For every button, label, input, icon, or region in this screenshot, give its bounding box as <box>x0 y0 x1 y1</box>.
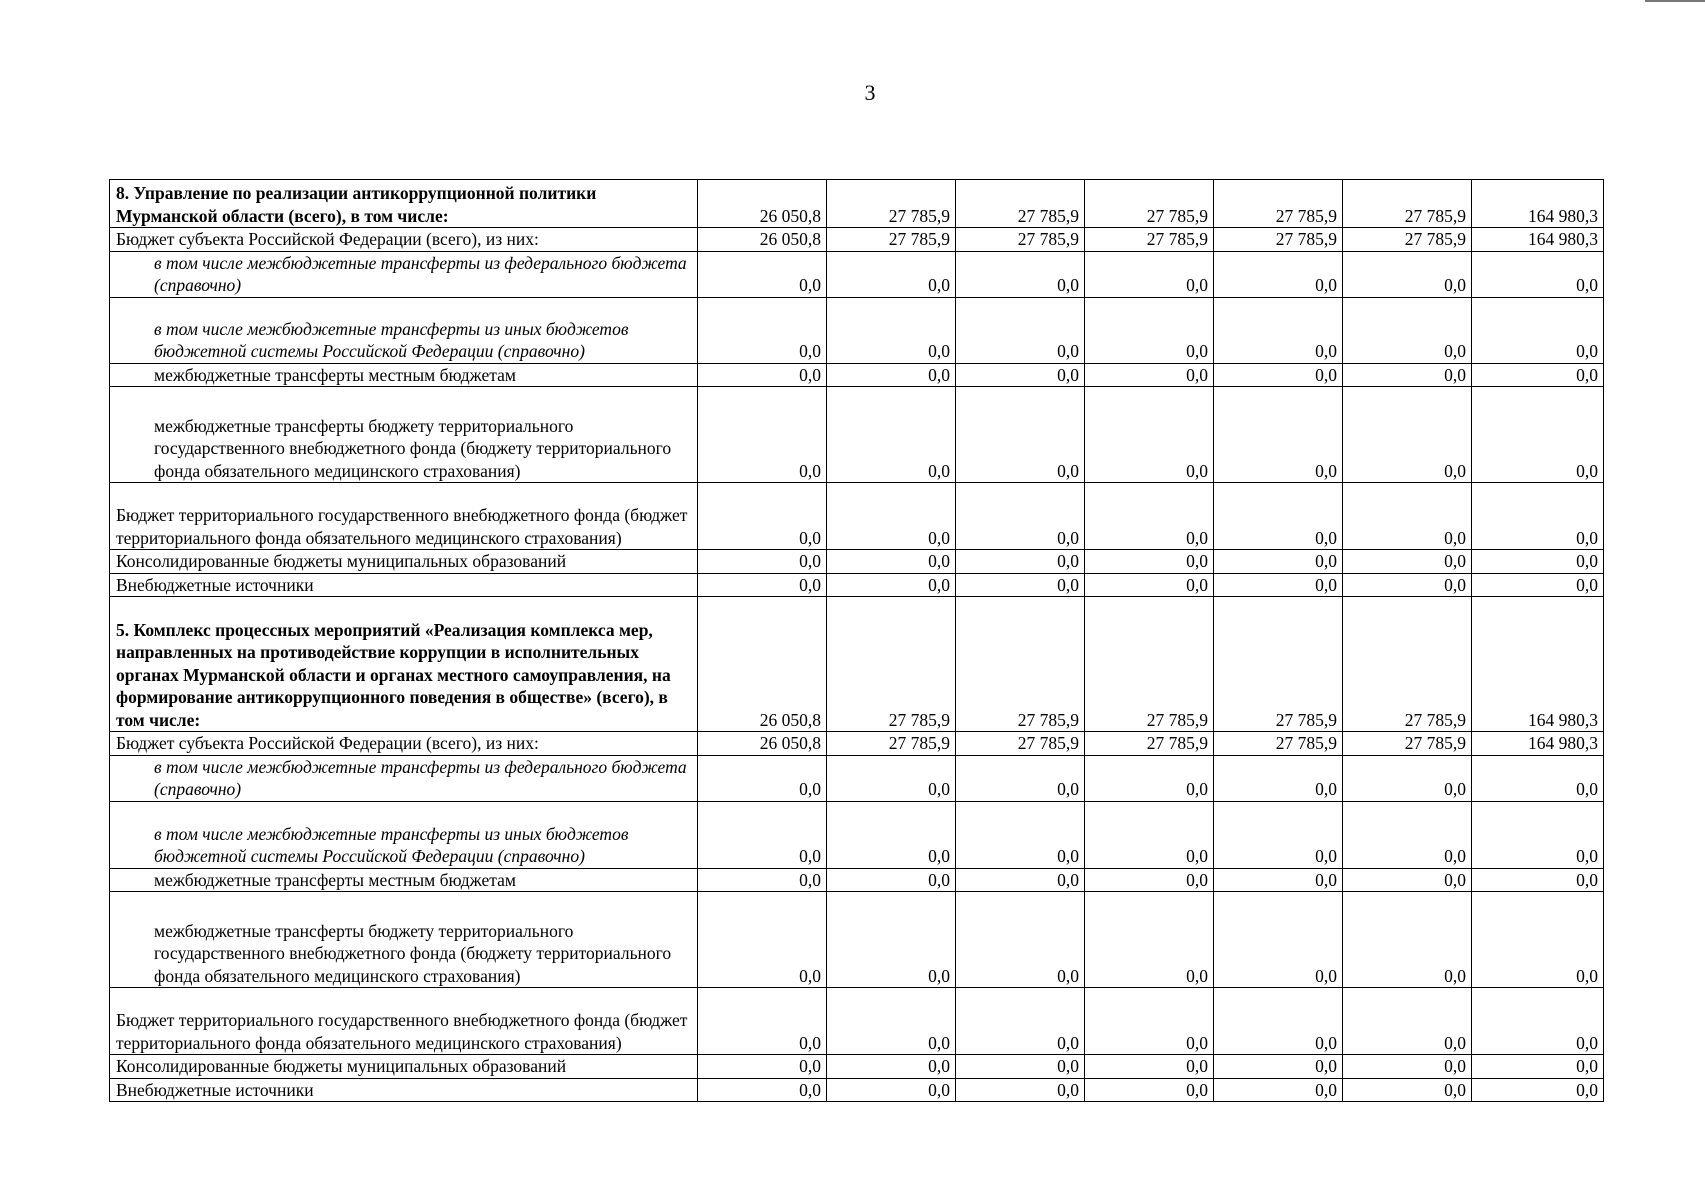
value-cell: 0,0 <box>1085 363 1214 387</box>
value-cell: 0,0 <box>1085 755 1214 801</box>
value-cell: 26 050,8 <box>698 180 827 228</box>
value-cell: 0,0 <box>698 483 827 550</box>
value-cell: 26 050,8 <box>698 732 827 756</box>
value-cell: 0,0 <box>1472 251 1604 297</box>
row-label: Бюджет субъекта Российской Федерации (всего), из них: <box>110 732 698 756</box>
value-cell: 0,0 <box>1472 363 1604 387</box>
value-cell: 0,0 <box>1472 573 1604 597</box>
value-cell: 0,0 <box>1085 251 1214 297</box>
value-cell: 27 785,9 <box>1085 597 1214 732</box>
value-cell: 27 785,9 <box>1085 732 1214 756</box>
value-cell: 27 785,9 <box>1085 228 1214 252</box>
value-cell: 0,0 <box>698 297 827 363</box>
row-label: 5. Комплекс процессных мероприятий «Реализация комплекса мер, направленных на противодействие коррупции в исполнительных органах Мурманской области и органах местного самоуправления, на формирование антикоррупционного поведения в обществе» (всего), в том числе: <box>110 597 698 732</box>
value-cell: 27 785,9 <box>1214 732 1343 756</box>
value-cell: 0,0 <box>956 1055 1085 1079</box>
value-cell: 0,0 <box>1343 483 1472 550</box>
value-cell: 0,0 <box>1343 868 1472 892</box>
value-cell: 0,0 <box>698 251 827 297</box>
value-cell: 27 785,9 <box>1343 732 1472 756</box>
budget-table-body <box>110 180 1604 1102</box>
value-cell: 0,0 <box>1472 892 1604 988</box>
row-label: в том числе межбюджетные трансферты из иных бюджетов бюджетной системы Российской Федерации (справочно) <box>110 801 698 868</box>
table-row <box>110 892 1604 988</box>
value-cell: 0,0 <box>1085 988 1214 1055</box>
value-cell: 0,0 <box>956 387 1085 483</box>
value-cell: 27 785,9 <box>956 732 1085 756</box>
value-cell: 0,0 <box>827 892 956 988</box>
page-number: 3 <box>864 80 876 105</box>
table-row <box>110 228 1604 252</box>
value-cell: 26 050,8 <box>698 228 827 252</box>
value-cell: 27 785,9 <box>827 597 956 732</box>
value-cell: 0,0 <box>1343 1078 1472 1102</box>
value-cell: 0,0 <box>1214 251 1343 297</box>
value-cell: 0,0 <box>1214 892 1343 988</box>
value-cell: 0,0 <box>1343 892 1472 988</box>
value-cell: 27 785,9 <box>956 228 1085 252</box>
table-row <box>110 483 1604 550</box>
value-cell: 164 980,3 <box>1472 228 1604 252</box>
value-cell: 0,0 <box>827 251 956 297</box>
value-cell: 26 050,8 <box>698 597 827 732</box>
value-cell: 0,0 <box>827 483 956 550</box>
value-cell: 0,0 <box>827 363 956 387</box>
table-row <box>110 550 1604 574</box>
value-cell: 0,0 <box>827 573 956 597</box>
table-row <box>110 573 1604 597</box>
value-cell: 0,0 <box>1085 387 1214 483</box>
value-cell: 27 785,9 <box>827 228 956 252</box>
value-cell: 0,0 <box>698 573 827 597</box>
row-label: 8. Управление по реализации антикоррупционной политики Мурманской области (всего), в том числе: <box>110 180 698 228</box>
value-cell: 0,0 <box>827 387 956 483</box>
value-cell: 0,0 <box>956 801 1085 868</box>
row-label: Внебюджетные источники <box>110 573 698 597</box>
value-cell: 0,0 <box>827 868 956 892</box>
value-cell: 27 785,9 <box>956 597 1085 732</box>
value-cell: 0,0 <box>698 1078 827 1102</box>
value-cell: 0,0 <box>1472 550 1604 574</box>
value-cell: 0,0 <box>956 363 1085 387</box>
value-cell: 0,0 <box>827 755 956 801</box>
value-cell: 0,0 <box>1214 387 1343 483</box>
value-cell: 0,0 <box>956 988 1085 1055</box>
value-cell: 0,0 <box>698 892 827 988</box>
value-cell: 0,0 <box>1343 573 1472 597</box>
value-cell: 0,0 <box>1472 483 1604 550</box>
value-cell: 27 785,9 <box>1343 597 1472 732</box>
table-row <box>110 387 1604 483</box>
value-cell: 0,0 <box>1472 801 1604 868</box>
value-cell: 27 785,9 <box>827 732 956 756</box>
table-row <box>110 297 1604 363</box>
table-row <box>110 363 1604 387</box>
value-cell: 27 785,9 <box>1214 180 1343 228</box>
value-cell: 0,0 <box>1085 801 1214 868</box>
value-cell: 0,0 <box>1214 573 1343 597</box>
value-cell: 0,0 <box>1085 573 1214 597</box>
value-cell: 0,0 <box>827 550 956 574</box>
value-cell: 0,0 <box>1472 297 1604 363</box>
value-cell: 27 785,9 <box>1343 228 1472 252</box>
value-cell: 0,0 <box>1214 1078 1343 1102</box>
value-cell: 0,0 <box>698 988 827 1055</box>
value-cell: 0,0 <box>1472 988 1604 1055</box>
value-cell: 0,0 <box>1214 755 1343 801</box>
row-label: Внебюджетные источники <box>110 1078 698 1102</box>
row-label: в том числе межбюджетные трансферты из федерального бюджета (справочно) <box>110 251 698 297</box>
value-cell: 0,0 <box>1214 988 1343 1055</box>
value-cell: 0,0 <box>698 1055 827 1079</box>
table-row <box>110 801 1604 868</box>
table-row <box>110 251 1604 297</box>
value-cell: 0,0 <box>1472 868 1604 892</box>
row-label: Бюджет территориального государственного внебюджетного фонда (бюджет территориального фонда обязательного медицинского страхования) <box>110 483 698 550</box>
value-cell: 0,0 <box>1343 988 1472 1055</box>
row-label: межбюджетные трансферты местным бюджетам <box>110 363 698 387</box>
value-cell: 0,0 <box>1085 297 1214 363</box>
value-cell: 164 980,3 <box>1472 597 1604 732</box>
value-cell: 0,0 <box>1472 387 1604 483</box>
value-cell: 0,0 <box>1085 892 1214 988</box>
value-cell: 0,0 <box>827 801 956 868</box>
value-cell: 27 785,9 <box>1214 228 1343 252</box>
value-cell: 0,0 <box>956 297 1085 363</box>
value-cell: 0,0 <box>1214 297 1343 363</box>
value-cell: 0,0 <box>1085 550 1214 574</box>
corner-mark <box>1645 0 1705 2</box>
value-cell: 164 980,3 <box>1472 180 1604 228</box>
table-row <box>110 732 1604 756</box>
row-label: в том числе межбюджетные трансферты из иных бюджетов бюджетной системы Российской Федерации (справочно) <box>110 297 698 363</box>
value-cell: 0,0 <box>1343 297 1472 363</box>
table-row <box>110 597 1604 732</box>
value-cell: 164 980,3 <box>1472 732 1604 756</box>
table-row <box>110 755 1604 801</box>
value-cell: 0,0 <box>1214 801 1343 868</box>
table-row <box>110 868 1604 892</box>
value-cell: 0,0 <box>956 251 1085 297</box>
row-label: Консолидированные бюджеты муниципальных образований <box>110 1055 698 1079</box>
value-cell: 0,0 <box>827 988 956 1055</box>
value-cell: 0,0 <box>1085 868 1214 892</box>
table-row <box>110 180 1604 228</box>
value-cell: 0,0 <box>956 1078 1085 1102</box>
value-cell: 0,0 <box>827 1055 956 1079</box>
value-cell: 0,0 <box>1085 1055 1214 1079</box>
value-cell: 0,0 <box>1343 1055 1472 1079</box>
value-cell: 0,0 <box>698 363 827 387</box>
table-row <box>110 988 1604 1055</box>
value-cell: 0,0 <box>1472 1078 1604 1102</box>
value-cell: 0,0 <box>698 550 827 574</box>
value-cell: 0,0 <box>956 868 1085 892</box>
value-cell: 0,0 <box>698 868 827 892</box>
value-cell: 27 785,9 <box>1343 180 1472 228</box>
value-cell: 0,0 <box>1343 755 1472 801</box>
value-cell: 0,0 <box>956 755 1085 801</box>
value-cell: 0,0 <box>1472 755 1604 801</box>
row-label: в том числе межбюджетные трансферты из федерального бюджета (справочно) <box>110 755 698 801</box>
value-cell: 0,0 <box>1214 483 1343 550</box>
value-cell: 27 785,9 <box>1085 180 1214 228</box>
value-cell: 0,0 <box>1085 483 1214 550</box>
value-cell: 0,0 <box>698 387 827 483</box>
value-cell: 0,0 <box>1343 387 1472 483</box>
value-cell: 27 785,9 <box>1214 597 1343 732</box>
row-label: Консолидированные бюджеты муниципальных образований <box>110 550 698 574</box>
value-cell: 0,0 <box>1472 1055 1604 1079</box>
table-row <box>110 1055 1604 1079</box>
value-cell: 0,0 <box>1085 1078 1214 1102</box>
value-cell: 0,0 <box>827 297 956 363</box>
value-cell: 0,0 <box>1343 363 1472 387</box>
value-cell: 0,0 <box>956 892 1085 988</box>
row-label: межбюджетные трансферты местным бюджетам <box>110 868 698 892</box>
row-label: Бюджет территориального государственного внебюджетного фонда (бюджет территориального фонда обязательного медицинского страхования) <box>110 988 698 1055</box>
value-cell: 0,0 <box>1343 801 1472 868</box>
value-cell: 0,0 <box>956 550 1085 574</box>
row-label: Бюджет субъекта Российской Федерации (всего), из них: <box>110 228 698 252</box>
table-row <box>110 1078 1604 1102</box>
value-cell: 0,0 <box>1343 251 1472 297</box>
value-cell: 0,0 <box>827 1078 956 1102</box>
value-cell: 0,0 <box>956 483 1085 550</box>
value-cell: 0,0 <box>1214 550 1343 574</box>
budget-table <box>109 179 1604 1102</box>
value-cell: 27 785,9 <box>956 180 1085 228</box>
value-cell: 0,0 <box>956 573 1085 597</box>
value-cell: 0,0 <box>1214 1055 1343 1079</box>
value-cell: 0,0 <box>698 755 827 801</box>
value-cell: 0,0 <box>1214 363 1343 387</box>
value-cell: 0,0 <box>1343 550 1472 574</box>
row-label: межбюджетные трансферты бюджету территориального государственного внебюджетного фонда (бюджету территориального фонда обязательного медицинского страхования) <box>110 892 698 988</box>
value-cell: 0,0 <box>1214 868 1343 892</box>
row-label: межбюджетные трансферты бюджету территориального государственного внебюджетного фонда (бюджету территориального фонда обязательного медицинского страхования) <box>110 387 698 483</box>
value-cell: 0,0 <box>698 801 827 868</box>
value-cell: 27 785,9 <box>827 180 956 228</box>
